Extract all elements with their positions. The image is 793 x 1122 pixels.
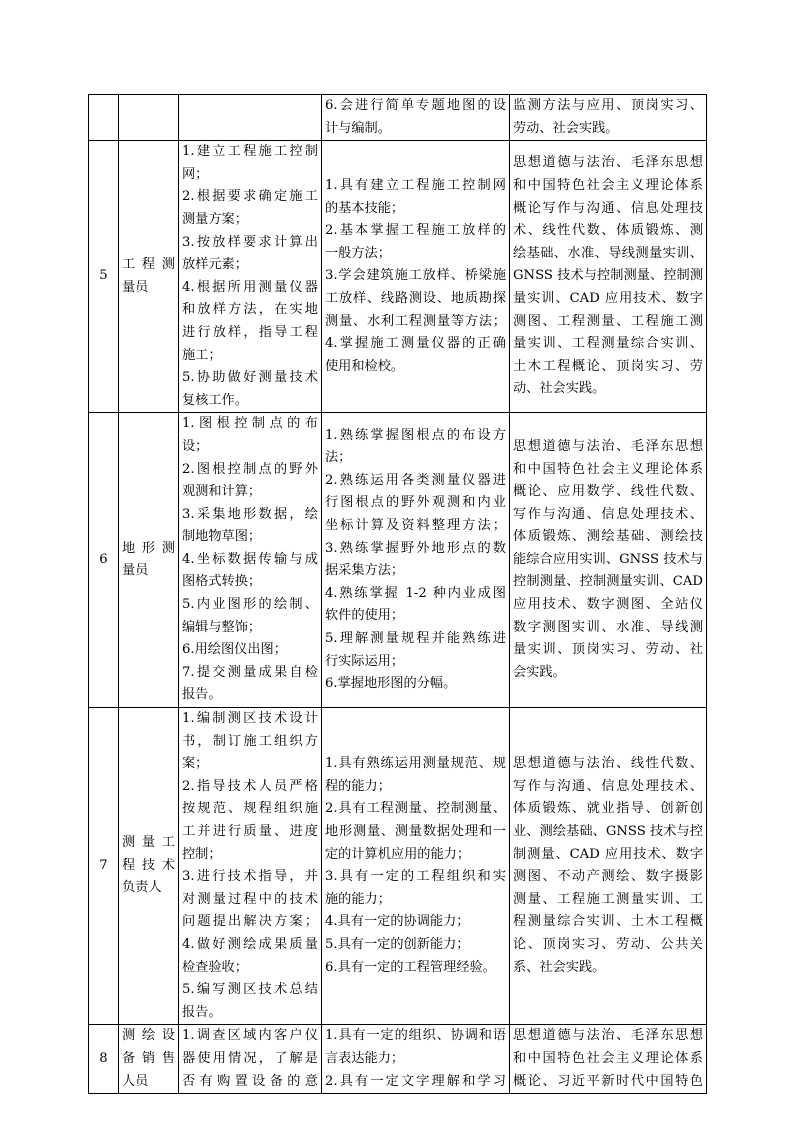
abilities-cell (322, 141, 510, 413)
task-line: 和放样方法，在实地 (182, 302, 318, 318)
course-line: 概论、习近平新时代中国特色 (513, 1073, 703, 1089)
position-cell (119, 413, 179, 708)
task-line: 1.建立工程施工控制 (182, 144, 318, 160)
position-line: 地形测 (122, 540, 175, 556)
row-number (89, 95, 119, 141)
task-line: 1.编制测区技术设计 (182, 711, 318, 727)
course-line: 和中国特色社会主义理论体系 (513, 178, 703, 194)
task-line: 测量方案； (182, 211, 248, 227)
position-line: 备销售 (122, 1050, 175, 1066)
row-number: 6 (89, 413, 119, 708)
task-line: 5.内业图形的绘制、 (182, 597, 318, 613)
position-line: 工程测 (122, 257, 175, 273)
ability-line: 4.掌握施工测量仪器的正确 (325, 336, 506, 352)
task-line: 设； (182, 438, 209, 454)
task-line: 对测量过程中的技术 (182, 891, 318, 907)
ability-line: 1.熟练掌握图根点的布设方 (325, 427, 506, 443)
task-line: 工并进行质量、进度 (182, 824, 318, 839)
course-line: 程测量综合实训、土木工程概 (513, 914, 703, 930)
course-line: 应用技术、数字测图、全站仪 (513, 597, 703, 613)
ability-line: 1.具有熟练运用测量规范、规 (325, 756, 506, 772)
ability-line: 一般方法； (325, 245, 391, 261)
task-line: 报告。 (182, 687, 222, 703)
courses-cell (510, 1025, 707, 1094)
position-line: 测绘设 (122, 1028, 175, 1044)
task-line: 6.用绘图仪出图； (182, 642, 287, 658)
ability-line: 1.具有一定的组织、协调和语 (325, 1028, 506, 1044)
ability-line: 工放样、线路测设、地质勘探 (325, 291, 506, 307)
tasks-cell (179, 141, 322, 413)
table-row (89, 95, 707, 141)
table-row (89, 413, 707, 708)
course-line: 体质锻炼、就业指导、创新创 (513, 801, 703, 817)
abilities-cell (322, 413, 510, 708)
position-line: 量员 (122, 563, 149, 579)
ability-line: 5.理解测量规程并能熟练进 (325, 630, 506, 646)
course-line: 会实践。 (513, 664, 566, 680)
task-line: 图格式转换； (182, 574, 262, 590)
tasks-cell (179, 708, 322, 1025)
ability-line: 3.具有一定的工程组织和实 (325, 869, 506, 885)
courses-cell (510, 708, 707, 1025)
course-line: 和中国特色社会主义理论体系 (513, 1050, 703, 1066)
course-line: 思想道德与法治、毛泽东思想 (513, 1028, 703, 1044)
ability-line: 程的能力； (325, 778, 391, 794)
task-line: 进行放样，指导工程 (182, 324, 318, 340)
task-line: 1.图根控制点的布 (182, 416, 318, 432)
row-number: 7 (89, 708, 119, 1025)
ability-line: 2.具有工程测量、控制测量、 (325, 801, 506, 817)
task-line: 观测和计算； (182, 484, 262, 500)
ability-line: 2.基本掌握工程施工放样的 (325, 223, 506, 239)
course-line: GNSS 技术与控制测量、控制测 (513, 268, 703, 284)
ability-line: 坐标计算及资料整理方法； (325, 517, 506, 533)
table-row (89, 141, 707, 413)
position-line: 测量工 (122, 835, 175, 851)
ability-line: 3.学会建筑施工放样、桥梁施 (325, 268, 506, 284)
task-line: 5.协助做好测量技术 (182, 370, 318, 386)
task-line: 3.采集地形数据，绘 (182, 506, 318, 522)
ability-line: 法； (325, 450, 352, 466)
task-line: 案； (182, 756, 209, 772)
table-row (89, 1025, 707, 1094)
task-line: 网； (182, 166, 209, 182)
task-line: 复核工作。 (182, 392, 248, 408)
ability-line: 测量、水利工程测量等方法； (325, 313, 506, 329)
task-line: 7.提交测量成果自检 (182, 664, 318, 680)
ability-line: 2.具有一定文字理解和学习 (325, 1073, 506, 1089)
course-line: 土木工程概论、顶岗实习、劳 (513, 358, 703, 374)
position-cell (119, 95, 179, 141)
course-line: 监测方法与应用、顶岗实习、 (513, 98, 703, 113)
ability-line: 地形测量、测量数据处理和一 (325, 824, 506, 839)
course-line: 系、社会实践。 (513, 959, 606, 975)
ability-line: 使用和检校。 (325, 358, 405, 374)
task-line: 放样元素； (182, 257, 248, 273)
tasks-cell (179, 95, 322, 141)
position-line: 人员 (122, 1073, 149, 1089)
course-line: 能综合应用实训、GNSS 技术与 (513, 551, 703, 567)
task-line: 2.图根控制点的野外 (182, 461, 318, 477)
ability-line: 1.具有建立工程施工控制网 (325, 178, 506, 194)
position-line: 程技术 (122, 857, 175, 873)
course-line: 概论写作与沟通、信息处理技 (513, 200, 703, 216)
course-line: 写作与沟通、信息处理技术、 (513, 778, 703, 794)
course-line: 量实训、工程测量综合实训、 (513, 336, 703, 352)
ability-line: 5.具有一定的创新能力； (325, 936, 470, 952)
ability-line: 行实际运用； (325, 653, 405, 669)
course-line: 劳动、社会实践。 (513, 120, 619, 136)
course-line: 测量、工程施工测量实训、工 (513, 891, 703, 907)
row-number: 8 (89, 1025, 119, 1094)
course-line: 量实训、CAD 应用技术、数字 (513, 291, 703, 307)
course-line: 数字测图实训、水准、导线测 (513, 619, 703, 635)
tasks-cell (179, 1025, 322, 1094)
course-line: 概论、应用数学、线性代数、 (513, 484, 703, 500)
task-line: 编辑与整饰； (182, 619, 262, 635)
ability-line: 2.熟练运用各类测量仪器进 (325, 472, 506, 488)
courses-cell (510, 95, 707, 141)
ability-line: 6.会进行简单专题地图的设 (325, 98, 506, 113)
courses-cell (510, 141, 707, 413)
course-line: 思想道德与法治、毛泽东思想 (513, 438, 703, 454)
ability-line: 定的计算机应用的能力； (325, 846, 471, 862)
course-line: 写作与沟通、信息处理技术、 (513, 506, 703, 522)
course-line: 业、测绘基础、GNSS 技术与控 (513, 824, 703, 839)
tasks-cell (179, 413, 322, 708)
position-cell (119, 141, 179, 413)
courses-cell (510, 413, 707, 708)
task-line: 按规范、规程组织施 (182, 801, 318, 817)
position-line: 量员 (122, 279, 149, 295)
course-line: 思想道德与法治、线性代数、 (513, 756, 703, 772)
position-cell (119, 708, 179, 1025)
course-line: 绘基础、水准、导线测量实训、 (513, 245, 703, 261)
course-line: 思想道德与法治、毛泽东思想 (513, 155, 703, 171)
task-line: 4.根据所用测量仪器 (182, 279, 318, 295)
course-line: 测图、工程测量、工程施工测 (513, 313, 703, 329)
task-line: 3.按放样要求计算出 (182, 234, 318, 250)
ability-line: 4.熟练掌握 1-2 种内业成图 (325, 585, 506, 601)
ability-line: 据采集方法； (325, 563, 405, 579)
task-line: 2.指导技术人员严格 (182, 778, 318, 794)
course-line: 和中国特色社会主义理论体系 (513, 461, 703, 477)
task-line: 4.做好测绘成果质量 (182, 936, 318, 952)
course-line: 术、线性代数、体质锻炼、测 (513, 223, 703, 239)
course-line: 论、顶岗实习、劳动、公共关 (513, 936, 703, 952)
ability-line: 施的能力； (325, 891, 391, 907)
course-line: 测图、不动产测绘、数字摄影 (513, 869, 703, 885)
task-line: 控制； (182, 846, 222, 862)
abilities-cell (322, 95, 510, 141)
position-line: 负责人 (122, 880, 162, 896)
task-line: 书，制订施工组织方 (182, 733, 318, 749)
task-line: 检查验收； (182, 959, 248, 975)
abilities-cell (322, 1025, 510, 1094)
ability-line: 4.具有一定的协调能力； (325, 914, 470, 930)
course-line: 体质锻炼、测绘基础、测绘技 (513, 529, 703, 545)
task-line: 施工； (182, 347, 222, 363)
task-line: 报告。 (182, 1004, 222, 1020)
table-row (89, 708, 707, 1025)
course-line: 控制测量、控制测量实训、CAD (513, 574, 703, 590)
position-cell (119, 1025, 179, 1094)
abilities-cell (322, 708, 510, 1025)
task-line: 制地物草图； (182, 529, 262, 545)
task-line: 2.根据要求确定施工 (182, 189, 318, 205)
ability-line: 行图根点的野外观测和内业 (325, 495, 506, 511)
ability-line: 3.熟练掌握野外地形点的数 (325, 540, 506, 556)
ability-line: 言表达能力； (325, 1050, 405, 1066)
ability-line: 软件的使用； (325, 608, 405, 624)
course-line: 动、社会实践。 (513, 381, 606, 397)
row-number: 5 (89, 141, 119, 413)
task-line: 5.编写测区技术总结 (182, 982, 318, 998)
ability-line: 6.具有一定的工程管理经验。 (325, 959, 496, 975)
task-line: 3.进行技术指导，并 (182, 869, 318, 885)
ability-line: 的基本技能； (325, 200, 405, 216)
training-table (88, 94, 707, 1094)
task-line: 问题提出解决方案； (182, 914, 318, 930)
task-line: 否有购置设备的意 (182, 1073, 318, 1089)
task-line: 4.坐标数据传输与成 (182, 551, 318, 567)
task-line: 1.调查区域内客户仪 (182, 1028, 318, 1044)
course-line: 制测量、CAD 应用技术、数字 (513, 846, 703, 862)
ability-line: 计与编制。 (325, 120, 391, 136)
ability-line: 6.掌握地形图的分幅。 (325, 676, 457, 692)
task-line: 器使用情况，了解是 (182, 1050, 318, 1066)
course-line: 量实训、顶岗实习、劳动、社 (513, 642, 703, 658)
